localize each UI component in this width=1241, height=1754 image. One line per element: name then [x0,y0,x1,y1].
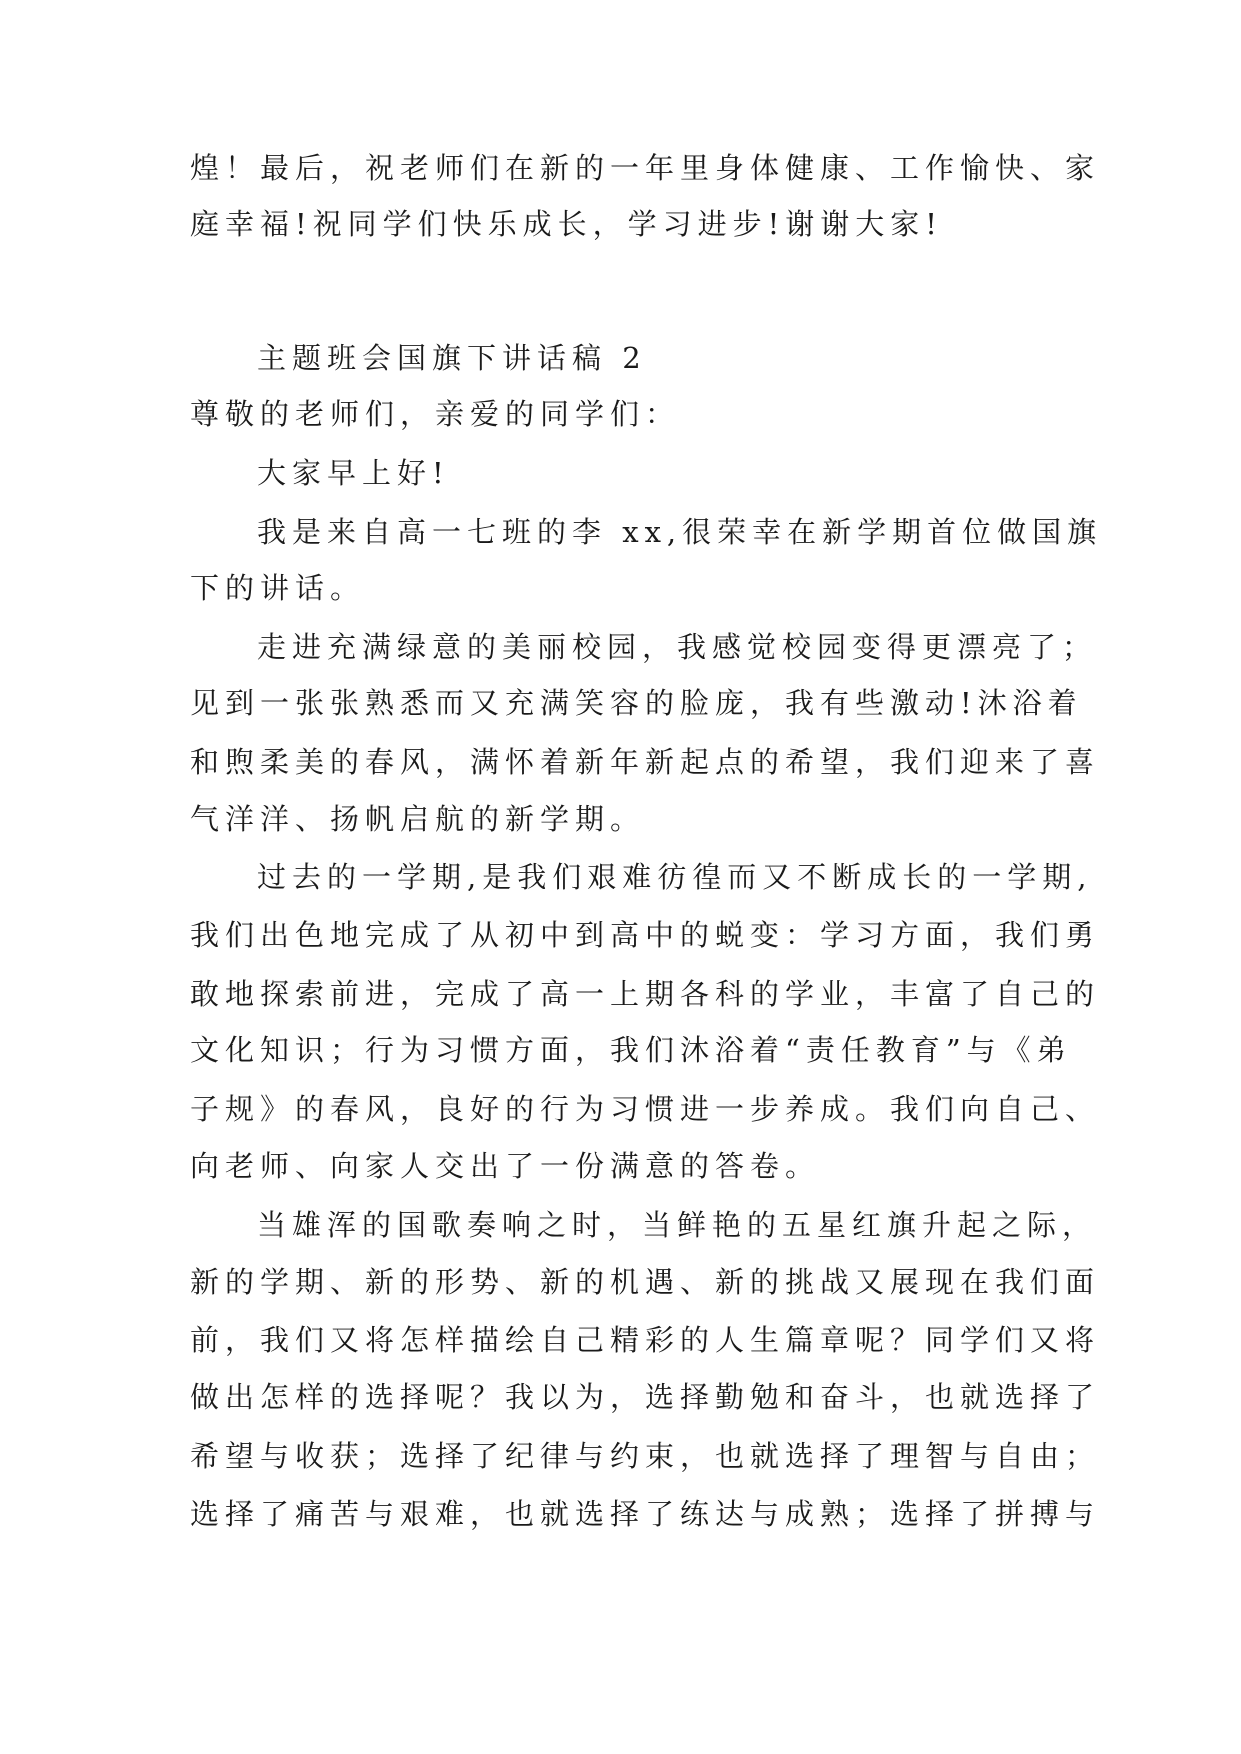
text-line: 新的学期、新的形势、新的机遇、新的挑战又展现在我们面 [190,1265,1101,1299]
text-line: 煌！最后，祝老师们在新的一年里身体健康、工作愉快、家 [190,151,1101,185]
text-line: 文化知识；行为习惯方面，我们沐浴着“责任教育”与《弟 [190,1033,1072,1067]
text-line: 子规》的春风，良好的行为习惯进一步养成。我们向自己、 [190,1092,1101,1126]
text-line: 希望与收获；选择了纪律与约束，也就选择了理智与自由； [190,1439,1101,1473]
text-line: 见到一张张熟悉而又充满笑容的脸庞，我有些激动!沐浴着 [190,686,1083,720]
text-line: 走进充满绿意的美丽校园，我感觉校园变得更漂亮了； [257,630,1098,664]
text-line: 庭幸福!祝同学们快乐成长，学习进步!谢谢大家! [190,207,943,241]
text-line: 前，我们又将怎样描绘自己精彩的人生篇章呢？同学们又将 [190,1323,1101,1357]
text-line: 下的讲话。 [190,571,366,605]
text-line: 当雄浑的国歌奏响之时，当鲜艳的五星红旗升起之际， [257,1208,1098,1242]
text-line: 做出怎样的选择呢？我以为，选择勤勉和奋斗，也就选择了 [190,1380,1101,1414]
section-title: 主题班会国旗下讲话稿 2 [257,341,647,375]
text-line: 和煦柔美的春风，满怀着新年新起点的希望，我们迎来了喜 [190,745,1101,779]
text-line: 过去的一学期,是我们艰难彷徨而又不断成长的一学期, [257,860,1093,894]
text-line: 我们出色地完成了从初中到高中的蜕变：学习方面，我们勇 [190,918,1101,952]
text-line: 向老师、向家人交出了一份满意的答卷。 [190,1149,821,1183]
text-line: 我是来自高一七班的李 xx,很荣幸在新学期首位做国旗 [257,515,1103,549]
text-line: 敢地探索前进，完成了高一上期各科的学业，丰富了自己的 [190,977,1101,1011]
salutation: 尊敬的老师们，亲爱的同学们： [190,397,681,431]
text-line: 气洋洋、扬帆启航的新学期。 [190,802,646,836]
greeting: 大家早上好! [257,456,450,490]
text-line: 选择了痛苦与艰难，也就选择了练达与成熟；选择了拼搏与 [190,1497,1101,1531]
